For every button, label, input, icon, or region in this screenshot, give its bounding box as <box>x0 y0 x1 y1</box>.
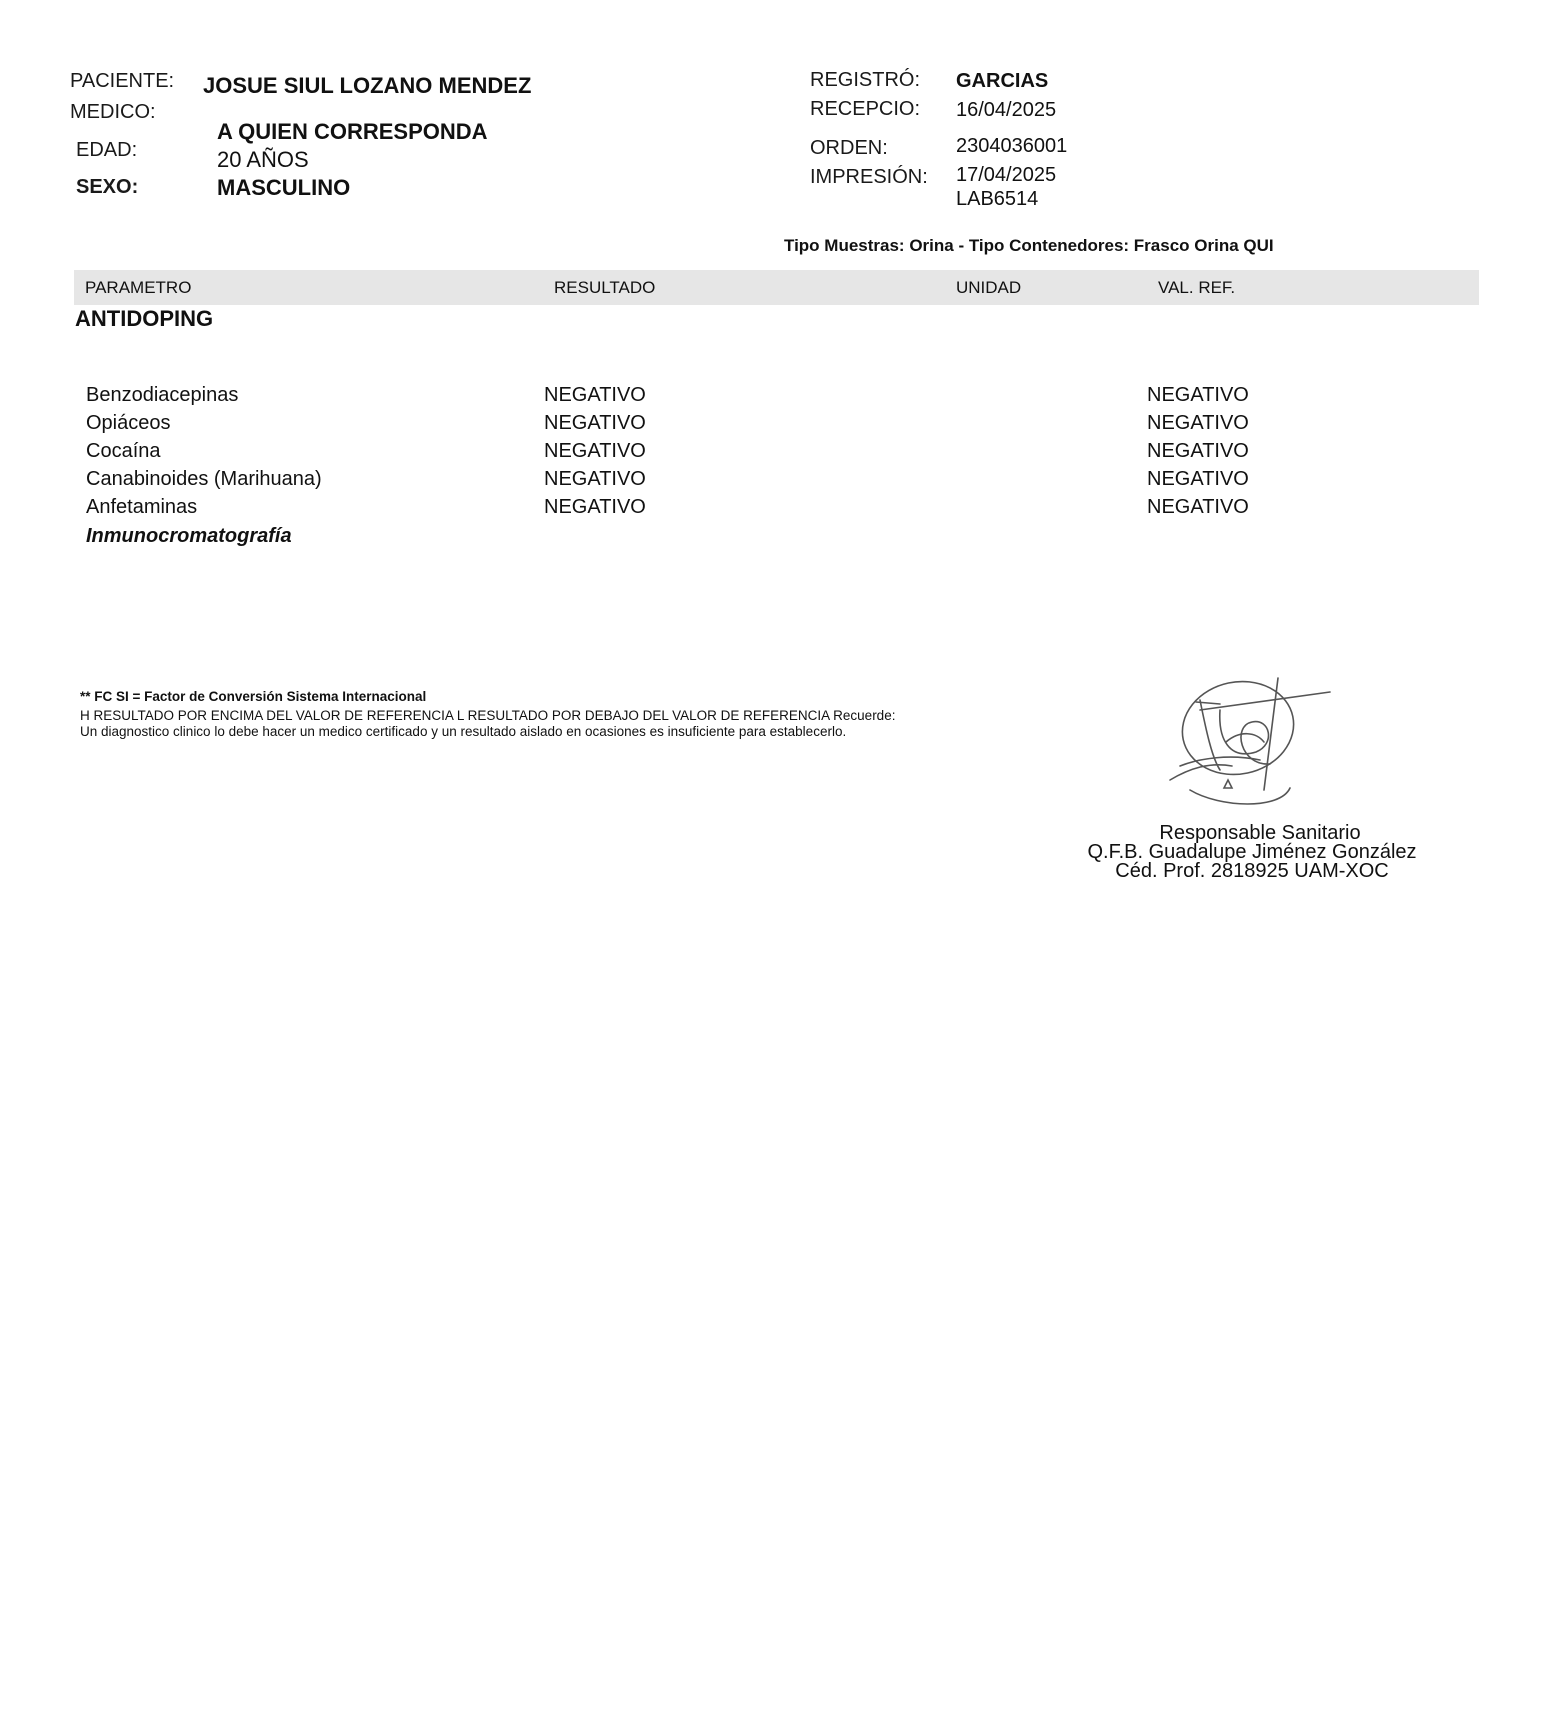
fc-note: ** FC SI = Factor de Conversión Sistema Internacional <box>80 689 427 704</box>
medico-label: MEDICO: <box>70 101 156 123</box>
registro-label: REGISTRÓ: <box>810 69 921 91</box>
sample-info: Tipo Muestras: Orina - Tipo Contenedores: Frasco Orina QUI <box>784 236 1274 255</box>
orden-label: ORDEN: <box>810 137 888 159</box>
recepcion-value: 16/04/2025 <box>956 99 1057 121</box>
edad-value: 20 AÑOS <box>217 147 309 172</box>
medico-value: A QUIEN CORRESPONDA <box>217 119 488 144</box>
signature-title: Responsable Sanitario <box>1159 822 1361 844</box>
signature-name: Q.F.B. Guadalupe Jiménez González <box>1087 841 1417 863</box>
row-parametro: Benzodiacepinas <box>86 384 239 406</box>
edad-label: EDAD: <box>76 139 138 161</box>
sexo-label: SEXO: <box>76 176 139 198</box>
row-resultado: NEGATIVO <box>544 440 646 462</box>
row-resultado: NEGATIVO <box>544 496 646 518</box>
note-line-1: H RESULTADO POR ENCIMA DEL VALOR DE REFERENCIA L RESULTADO POR DEBAJO DEL VALOR DE REFERENCIA Recuerde: <box>80 708 896 723</box>
header-unidad: UNIDAD <box>956 278 1022 297</box>
row-parametro: Canabinoides (Marihuana) <box>86 468 322 490</box>
note-line-2: Un diagnostico clinico lo debe hacer un medico certificado y un resultado aislado en ocasiones es insuficiente para establecerlo. <box>80 724 847 739</box>
sexo-value: MASCULINO <box>217 175 351 200</box>
signature-cedula: Céd. Prof. 2818925 UAM-XOC <box>1115 860 1389 882</box>
table-header <box>74 270 1479 305</box>
row-parametro: Cocaína <box>86 440 161 462</box>
paciente-value: JOSUE SIUL LOZANO MENDEZ <box>203 73 532 98</box>
row-val-ref: NEGATIVO <box>1147 468 1249 490</box>
row-val-ref: NEGATIVO <box>1147 496 1249 518</box>
paciente-label: PACIENTE: <box>70 70 175 92</box>
registro-value: GARCIAS <box>956 70 1049 92</box>
row-parametro: Anfetaminas <box>86 496 198 518</box>
method-label: Inmunocromatografía <box>86 525 292 547</box>
section-title: ANTIDOPING <box>75 306 214 331</box>
row-resultado: NEGATIVO <box>544 412 646 434</box>
header-parametro: PARAMETRO <box>85 278 192 297</box>
impresion-label: IMPRESIÓN: <box>810 166 928 188</box>
recepcion-label: RECEPCIO: <box>810 98 921 120</box>
row-val-ref: NEGATIVO <box>1147 384 1249 406</box>
signature-image <box>1160 670 1340 820</box>
row-val-ref: NEGATIVO <box>1147 440 1249 462</box>
row-val-ref: NEGATIVO <box>1147 412 1249 434</box>
header-resultado: RESULTADO <box>554 278 656 297</box>
header-val-ref: VAL. REF. <box>1158 278 1236 297</box>
row-parametro: Opiáceos <box>86 412 171 434</box>
row-resultado: NEGATIVO <box>544 384 646 406</box>
orden-value: 2304036001 <box>956 135 1068 157</box>
impresion-value: 17/04/2025 <box>956 164 1057 186</box>
row-resultado: NEGATIVO <box>544 468 646 490</box>
lab-code: LAB6514 <box>956 188 1039 210</box>
